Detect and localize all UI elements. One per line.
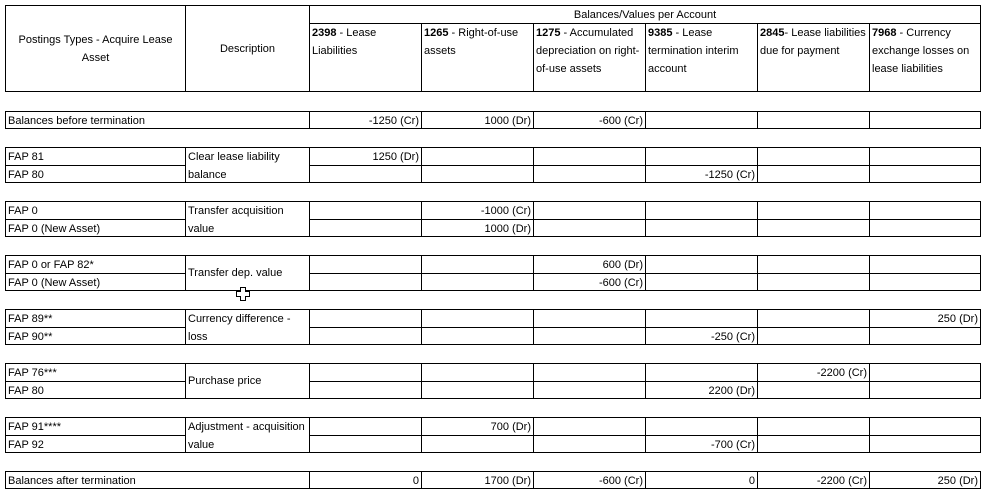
posting-value[interactable]: 250 (Dr): [869, 309, 981, 327]
account-name: - Accumulated depreciation on right-of-use assets: [536, 27, 640, 75]
posting-value[interactable]: [757, 165, 869, 183]
posting-type-label: FAP 80: [5, 165, 185, 183]
posting-type-label: FAP 89**: [5, 309, 185, 327]
posting-value[interactable]: [533, 327, 645, 345]
posting-value[interactable]: 1250 (Dr): [309, 147, 421, 165]
posting-value[interactable]: [309, 165, 421, 183]
posting-value[interactable]: [421, 363, 533, 381]
posting-value[interactable]: [645, 417, 757, 435]
group-description[interactable]: [185, 147, 309, 183]
account-name: - Lease Liabilities: [312, 27, 377, 57]
account-name: - Lease termination interim account: [648, 27, 739, 75]
posting-value[interactable]: [421, 435, 533, 453]
group-description-text: Purchase price: [188, 375, 262, 387]
balances-after-label: Balances after termination: [5, 471, 309, 489]
group-description[interactable]: [185, 255, 309, 291]
posting-value[interactable]: [869, 417, 981, 435]
posting-value[interactable]: [533, 363, 645, 381]
posting-type-label: FAP 91****: [5, 417, 185, 435]
account-number: 7968: [872, 27, 897, 39]
posting-value[interactable]: [533, 201, 645, 219]
posting-value[interactable]: [309, 273, 421, 291]
posting-value[interactable]: [645, 363, 757, 381]
posting-value[interactable]: [869, 435, 981, 453]
posting-value[interactable]: [645, 219, 757, 237]
posting-value[interactable]: [869, 381, 981, 399]
posting-type-label: FAP 0 (New Asset): [5, 219, 185, 237]
account-number: 2398: [312, 27, 337, 39]
header-account-1275: [533, 23, 645, 92]
account-number: 1275: [536, 27, 561, 39]
account-name: - Right-of-use assets: [424, 27, 519, 57]
posting-value[interactable]: [757, 327, 869, 345]
header-account-1265: [421, 23, 533, 92]
posting-type-label: FAP 0 (New Asset): [5, 273, 185, 291]
posting-value[interactable]: [533, 309, 645, 327]
group-description-text: Currency difference - loss: [188, 313, 291, 343]
posting-value[interactable]: [869, 147, 981, 165]
group-description[interactable]: [185, 201, 309, 237]
posting-value[interactable]: -600 (Cr): [533, 273, 645, 291]
posting-value[interactable]: [309, 201, 421, 219]
posting-value[interactable]: [645, 255, 757, 273]
group-description-text: Adjustment - acquisition value: [188, 421, 305, 451]
posting-value[interactable]: [533, 219, 645, 237]
posting-type-label: FAP 0 or FAP 82*: [5, 255, 185, 273]
group-description[interactable]: [185, 363, 309, 399]
group-description-text: Transfer dep. value: [188, 267, 283, 279]
posting-value[interactable]: [757, 309, 869, 327]
account-name: - Lease liabilities due for payment: [760, 27, 866, 57]
header-account-2398: [309, 23, 421, 92]
posting-value[interactable]: [869, 219, 981, 237]
posting-value[interactable]: [421, 309, 533, 327]
posting-value[interactable]: -250 (Cr): [645, 327, 757, 345]
balances-after-value[interactable]: 0: [309, 471, 421, 489]
header-postings-types-label: Postings Types - Acquire Lease Asset: [18, 33, 173, 64]
posting-type-label: FAP 0: [5, 201, 185, 219]
posting-value[interactable]: -1250 (Cr): [645, 165, 757, 183]
posting-value[interactable]: -2200 (Cr): [757, 363, 869, 381]
balances-after-value[interactable]: 250 (Dr): [869, 471, 981, 489]
posting-value[interactable]: [421, 165, 533, 183]
posting-value[interactable]: -700 (Cr): [645, 435, 757, 453]
balances-before-label: Balances before termination: [5, 111, 309, 129]
posting-value[interactable]: [421, 147, 533, 165]
posting-value[interactable]: [533, 381, 645, 399]
balances-after-value[interactable]: 1700 (Dr): [421, 471, 533, 489]
posting-value[interactable]: -1000 (Cr): [421, 201, 533, 219]
posting-type-label: FAP 90**: [5, 327, 185, 345]
posting-value[interactable]: [757, 147, 869, 165]
posting-value[interactable]: [757, 417, 869, 435]
balances-before-value[interactable]: 1000 (Dr): [421, 111, 533, 129]
account-number: 2845: [760, 27, 785, 39]
header-account-7968: [869, 23, 981, 92]
posting-value[interactable]: [309, 435, 421, 453]
posting-value[interactable]: [309, 363, 421, 381]
header-description: [185, 5, 309, 92]
account-name: - Currency exchange losses on lease liabilities: [872, 27, 970, 75]
posting-type-label: FAP 81: [5, 147, 185, 165]
posting-value[interactable]: [645, 273, 757, 291]
group-description-text: Clear lease liability balance: [188, 151, 280, 181]
posting-value[interactable]: [533, 147, 645, 165]
posting-type-label: FAP 76***: [5, 363, 185, 381]
posting-value[interactable]: 700 (Dr): [421, 417, 533, 435]
balances-before-value[interactable]: [757, 111, 869, 129]
balances-before-value[interactable]: [869, 111, 981, 129]
header-description-label: Description: [219, 42, 276, 55]
posting-value[interactable]: [533, 435, 645, 453]
posting-value[interactable]: [309, 381, 421, 399]
posting-value[interactable]: [309, 309, 421, 327]
posting-value[interactable]: 2200 (Dr): [645, 381, 757, 399]
group-description[interactable]: [185, 309, 309, 345]
posting-value[interactable]: [421, 255, 533, 273]
posting-value[interactable]: 600 (Dr): [533, 255, 645, 273]
posting-value[interactable]: [309, 327, 421, 345]
posting-value[interactable]: [757, 435, 869, 453]
balances-after-value[interactable]: -2200 (Cr): [757, 471, 869, 489]
posting-value[interactable]: [869, 165, 981, 183]
posting-value[interactable]: [869, 255, 981, 273]
posting-value[interactable]: 1000 (Dr): [421, 219, 533, 237]
balances-after-value[interactable]: -600 (Cr): [533, 471, 645, 489]
header-account-2845: [757, 23, 869, 92]
posting-value[interactable]: [757, 255, 869, 273]
posting-value[interactable]: [645, 309, 757, 327]
posting-value[interactable]: [421, 381, 533, 399]
balances-after-value[interactable]: 0: [645, 471, 757, 489]
posting-type-label: FAP 92: [5, 435, 185, 453]
balances-before-value[interactable]: [645, 111, 757, 129]
posting-type-label: FAP 80: [5, 381, 185, 399]
header-postings-types: [5, 5, 185, 92]
header-balances-group: Balances/Values per Account: [309, 5, 981, 23]
posting-value[interactable]: [645, 201, 757, 219]
posting-value[interactable]: [533, 417, 645, 435]
posting-value[interactable]: [757, 381, 869, 399]
posting-value[interactable]: [309, 255, 421, 273]
posting-value[interactable]: [757, 201, 869, 219]
posting-value[interactable]: [869, 273, 981, 291]
posting-value[interactable]: [757, 219, 869, 237]
posting-value[interactable]: [645, 147, 757, 165]
posting-value[interactable]: [869, 327, 981, 345]
posting-value[interactable]: [533, 165, 645, 183]
posting-value[interactable]: [309, 417, 421, 435]
account-number: 9385: [648, 27, 673, 39]
balances-before-value[interactable]: -600 (Cr): [533, 111, 645, 129]
account-number: 1265: [424, 27, 449, 39]
group-description-text: Transfer acquisition value: [188, 205, 284, 235]
posting-value[interactable]: [757, 273, 869, 291]
posting-value[interactable]: [421, 273, 533, 291]
cell-cursor-icon: [236, 287, 250, 301]
posting-value[interactable]: [421, 327, 533, 345]
header-account-9385: [645, 23, 757, 92]
posting-value[interactable]: [309, 219, 421, 237]
group-description[interactable]: [185, 417, 309, 453]
posting-value[interactable]: [869, 363, 981, 381]
balances-before-value[interactable]: -1250 (Cr): [309, 111, 421, 129]
posting-value[interactable]: [869, 201, 981, 219]
